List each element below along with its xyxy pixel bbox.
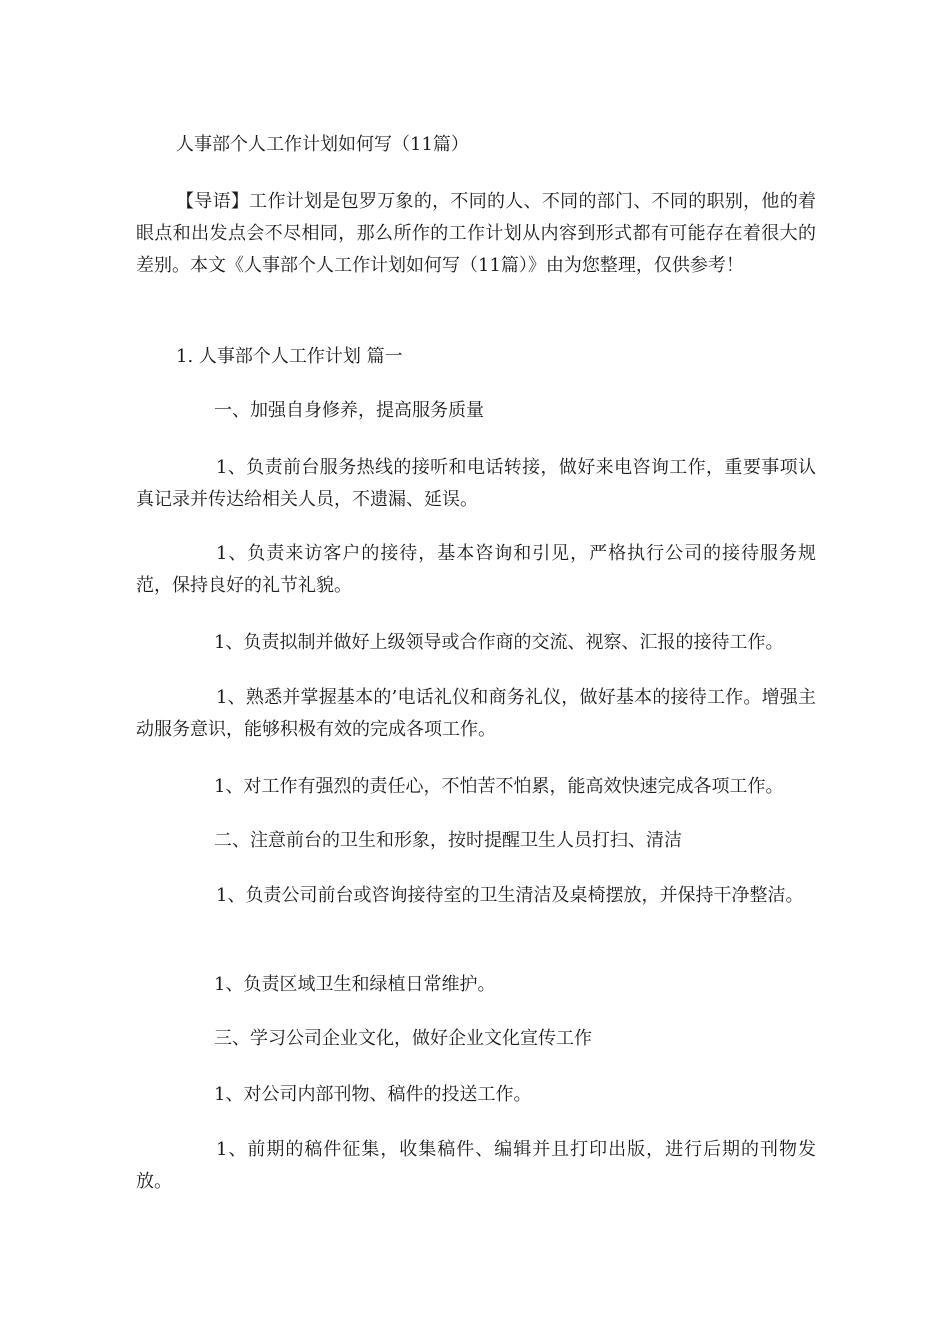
section-title: 1. 人事部个人工作计划 篇一 — [176, 346, 403, 367]
paragraph-item: 1、负责公司前台或咨询接待室的卫生清洁及桌椅摆放，并保持干净整洁。 — [216, 885, 804, 906]
paragraph-item: 1、对公司内部刊物、稿件的投送工作。 — [214, 1084, 532, 1105]
paragraph-item: 1、负责区域卫生和绿植日常维护。 — [214, 974, 496, 995]
paragraph-item: 1、前期的稿件征集，收集稿件、编辑并且打印出版，进行后期的刊物发放。 — [136, 1139, 816, 1192]
paragraph-item: 1、负责前台服务热线的接听和电话转接，做好来电咨询工作，重要事项认真记录并传达给相关人员，不遗漏、延误。 — [136, 457, 816, 510]
paragraph-item: 1、负责拟制并做好上级领导或合作商的交流、视察、汇报的接待工作。 — [214, 632, 784, 653]
paragraph-item: 1、熟悉并掌握基本的’电话礼仪和商务礼仪，做好基本的接待工作。增强主动服务意识，能够积极有效的完成各项工作。 — [136, 687, 816, 740]
document-title: 人事部个人工作计划如何写（11篇） — [176, 134, 469, 155]
intro-paragraph: 【导语】工作计划是包罗万象的，不同的人、不同的部门、不同的职别，他的着眼点和出发点会不尽相同，那么所作的工作计划从内容到形式都有可能存在着很大的差别。本文《人事部个人工作计划如何写（11篇）》由为您整理，仅供参考！ — [136, 191, 816, 276]
paragraph-item: 1、负责来访客户的接待，基本咨询和引见，严格执行公司的接待服务规范，保持良好的礼节礼貌。 — [136, 543, 816, 596]
heading-one: 一、加强自身修养，提高服务质量 — [214, 400, 484, 421]
paragraph-item: 1、对工作有强烈的责任心，不怕苦不怕累，能高效快速完成各项工作。 — [214, 776, 784, 797]
heading-three: 三、学习公司企业文化，做好企业文化宣传工作 — [214, 1028, 592, 1049]
heading-two: 二、注意前台的卫生和形象，按时提醒卫生人员打扫、清洁 — [214, 830, 682, 851]
